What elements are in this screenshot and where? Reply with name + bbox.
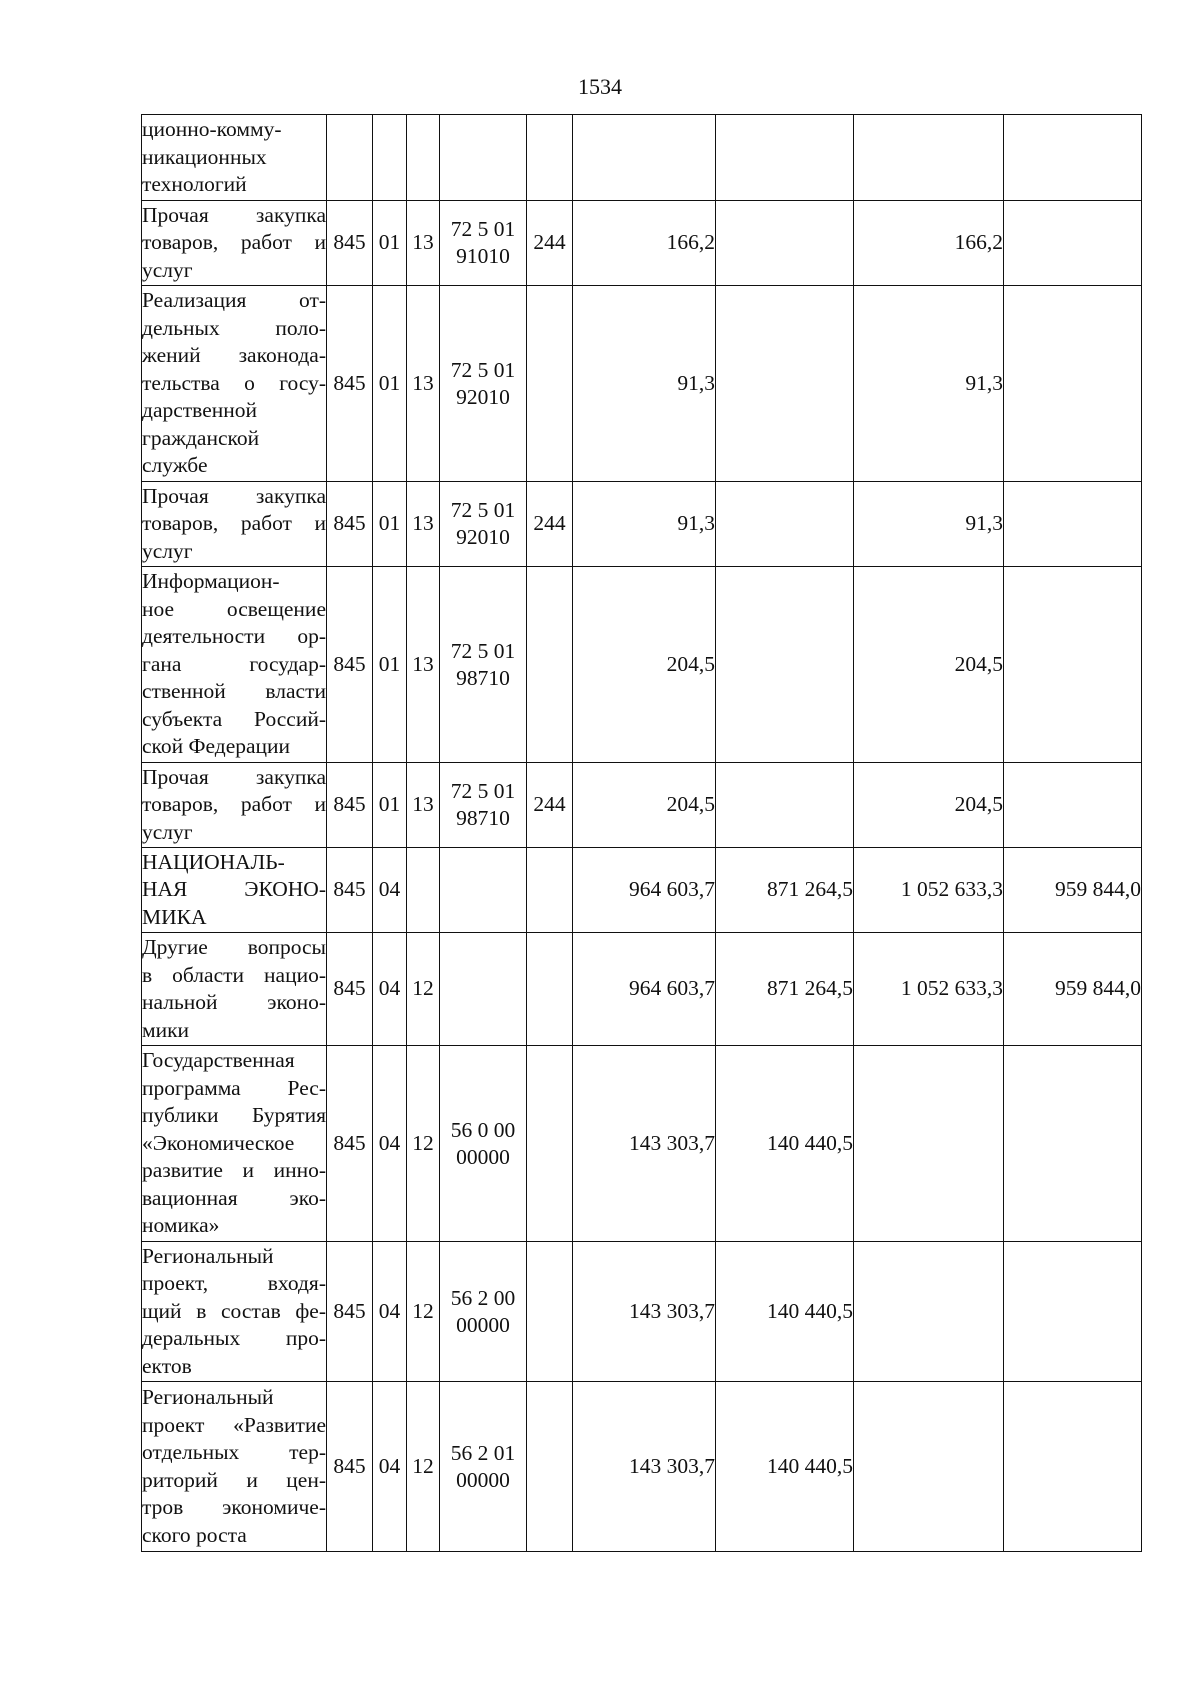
row-name bbox=[142, 933, 327, 1046]
row-name bbox=[142, 482, 327, 567]
page-number: 1534 bbox=[578, 74, 622, 99]
table-row bbox=[142, 482, 1142, 567]
row-name-line: нальной эконо- bbox=[142, 990, 326, 1014]
cell-csr bbox=[440, 1046, 527, 1242]
row-name-line: гражданской bbox=[142, 425, 260, 450]
cell-rz: 01 bbox=[373, 286, 407, 482]
cell-csr-line: 92010 bbox=[456, 525, 510, 549]
row-name bbox=[142, 201, 327, 286]
cell-amount-4 bbox=[1004, 201, 1142, 286]
cell-csr bbox=[440, 286, 527, 482]
cell-amount-1: 91,3 bbox=[573, 286, 716, 482]
cell-gr: 845 bbox=[327, 201, 373, 286]
cell-csr bbox=[440, 115, 527, 201]
row-name bbox=[142, 1382, 327, 1552]
table-row bbox=[142, 763, 1142, 848]
cell-amount-4: 959 844,0 bbox=[1004, 848, 1142, 933]
cell-amount-3: 91,3 bbox=[854, 482, 1004, 567]
cell-rz: 04 bbox=[373, 933, 407, 1046]
cell-csr-line: 00000 bbox=[456, 1312, 510, 1337]
cell-rz: 01 bbox=[373, 482, 407, 567]
cell-amount-1: 143 303,7 bbox=[573, 1242, 716, 1382]
cell-csr bbox=[440, 567, 527, 763]
cell-gr: 845 bbox=[327, 567, 373, 763]
row-name-line: МИКА bbox=[142, 904, 207, 929]
cell-csr-line: 00000 bbox=[456, 1467, 510, 1492]
row-name-line: Другие вопросы bbox=[142, 935, 326, 959]
row-name-line: развитие и инно- bbox=[142, 1158, 326, 1183]
row-name-line: субъекта Россий- bbox=[142, 706, 326, 731]
row-name-line: дельных поло- bbox=[142, 315, 326, 340]
row-name-line: Реализация от- bbox=[142, 288, 326, 313]
cell-vr: 244 bbox=[527, 201, 573, 286]
cell-amount-1: 91,3 bbox=[573, 482, 716, 567]
cell-amount-4 bbox=[1004, 1382, 1142, 1552]
cell-csr-line: 72 5 01 bbox=[450, 498, 516, 522]
row-name-line: отдельных тер- bbox=[142, 1440, 326, 1464]
cell-amount-1: 204,5 bbox=[573, 567, 716, 763]
cell-vr: 244 bbox=[527, 482, 573, 567]
cell-vr bbox=[527, 567, 573, 763]
cell-amount-3 bbox=[854, 1046, 1004, 1242]
cell-rz: 01 bbox=[373, 201, 407, 286]
row-name-line: дарственной bbox=[142, 398, 258, 423]
cell-pr: 13 bbox=[407, 201, 440, 286]
cell-csr-line: 72 5 01 bbox=[450, 638, 516, 663]
cell-amount-3: 91,3 bbox=[854, 286, 1004, 482]
cell-amount-4: 959 844,0 bbox=[1004, 933, 1142, 1046]
cell-csr bbox=[440, 1242, 527, 1382]
cell-csr-line: 56 2 00 bbox=[450, 1285, 516, 1310]
cell-amount-2 bbox=[716, 763, 854, 848]
cell-amount-1: 143 303,7 bbox=[573, 1382, 716, 1552]
cell-csr bbox=[440, 763, 527, 848]
cell-gr: 845 bbox=[327, 286, 373, 482]
row-name-line: ской Федерации bbox=[142, 734, 291, 759]
cell-amount-3: 204,5 bbox=[854, 763, 1004, 848]
row-name-line: деральных про- bbox=[142, 1326, 326, 1351]
cell-csr-line: 91010 bbox=[456, 244, 510, 268]
row-name-line: деятельности ор- bbox=[142, 624, 326, 649]
cell-amount-2: 871 264,5 bbox=[716, 933, 854, 1046]
cell-rz: 01 bbox=[373, 567, 407, 763]
row-name-line: ционно-комму- bbox=[142, 117, 282, 142]
row-name-line: Прочая закупка bbox=[142, 764, 326, 789]
cell-csr-line: 72 5 01 bbox=[450, 779, 516, 803]
row-name-line: риторий и цен- bbox=[142, 1467, 326, 1492]
row-name-line: Прочая закупка bbox=[142, 483, 326, 508]
row-name-line: НАЦИОНАЛЬ- bbox=[142, 849, 285, 874]
cell-csr-line: 98710 bbox=[456, 806, 510, 830]
cell-amount-4 bbox=[1004, 115, 1142, 201]
cell-pr: 12 bbox=[407, 1382, 440, 1552]
row-name-line: услуг bbox=[142, 819, 193, 844]
cell-amount-2: 140 440,5 bbox=[716, 1046, 854, 1242]
cell-csr bbox=[440, 848, 527, 933]
cell-rz: 04 bbox=[373, 848, 407, 933]
cell-amount-1: 964 603,7 bbox=[573, 848, 716, 933]
row-name-line: ное освещение bbox=[142, 596, 326, 621]
cell-amount-3 bbox=[854, 1382, 1004, 1552]
table-row bbox=[142, 567, 1142, 763]
row-name bbox=[142, 848, 327, 933]
row-name-line: ского роста bbox=[142, 1522, 247, 1547]
row-name bbox=[142, 567, 327, 763]
row-name-line: жений законода- bbox=[142, 343, 326, 368]
row-name-line: Прочая закупка bbox=[142, 202, 326, 227]
cell-amount-4 bbox=[1004, 763, 1142, 848]
cell-csr-line: 00000 bbox=[456, 1144, 510, 1169]
row-name bbox=[142, 763, 327, 848]
row-name bbox=[142, 286, 327, 482]
cell-csr bbox=[440, 1382, 527, 1552]
cell-amount-1 bbox=[573, 115, 716, 201]
cell-amount-2 bbox=[716, 482, 854, 567]
row-name-line: Региональный bbox=[142, 1243, 274, 1268]
row-name-line: гана государ- bbox=[142, 651, 326, 676]
row-name-line: ственной власти bbox=[142, 679, 326, 704]
cell-vr bbox=[527, 1382, 573, 1552]
cell-gr: 845 bbox=[327, 848, 373, 933]
cell-vr: 244 bbox=[527, 763, 573, 848]
row-name-line: тельства о госу- bbox=[142, 370, 326, 395]
row-name-line: программа Рес- bbox=[142, 1075, 326, 1100]
row-name-line: проект, входя- bbox=[142, 1271, 326, 1296]
cell-amount-3 bbox=[854, 115, 1004, 201]
table-row bbox=[142, 115, 1142, 201]
cell-amount-2: 140 440,5 bbox=[716, 1242, 854, 1382]
cell-csr-line: 72 5 01 bbox=[450, 217, 516, 241]
row-name-line: товаров, работ и bbox=[142, 230, 326, 255]
row-name bbox=[142, 1046, 327, 1242]
cell-amount-2: 140 440,5 bbox=[716, 1382, 854, 1552]
cell-csr-line: 56 2 01 bbox=[450, 1440, 516, 1465]
cell-gr: 845 bbox=[327, 933, 373, 1046]
cell-gr bbox=[327, 115, 373, 201]
cell-amount-1: 166,2 bbox=[573, 201, 716, 286]
row-name-line: услуг bbox=[142, 257, 193, 282]
cell-amount-2 bbox=[716, 286, 854, 482]
row-name-line: щий в состав фе- bbox=[142, 1298, 326, 1323]
row-name bbox=[142, 115, 327, 201]
cell-amount-4 bbox=[1004, 286, 1142, 482]
cell-gr: 845 bbox=[327, 1046, 373, 1242]
cell-amount-3: 1 052 633,3 bbox=[854, 848, 1004, 933]
cell-gr: 845 bbox=[327, 1242, 373, 1382]
cell-csr-line: 98710 bbox=[456, 665, 510, 690]
cell-amount-4 bbox=[1004, 567, 1142, 763]
row-name-line: услуг bbox=[142, 538, 193, 563]
cell-vr bbox=[527, 848, 573, 933]
cell-pr: 13 bbox=[407, 286, 440, 482]
row-name-line: товаров, работ и bbox=[142, 511, 326, 536]
table-row bbox=[142, 1382, 1142, 1552]
cell-amount-4 bbox=[1004, 482, 1142, 567]
table-row bbox=[142, 1242, 1142, 1382]
table-body bbox=[142, 115, 1142, 1552]
table-row bbox=[142, 933, 1142, 1046]
cell-csr-line: 56 0 00 bbox=[450, 1117, 516, 1142]
cell-vr bbox=[527, 1242, 573, 1382]
row-name-line: «Экономическое bbox=[142, 1130, 295, 1155]
budget-table bbox=[141, 114, 1142, 1552]
cell-gr: 845 bbox=[327, 1382, 373, 1552]
row-name-line: вационная эко- bbox=[142, 1185, 326, 1210]
cell-csr bbox=[440, 933, 527, 1046]
table-row bbox=[142, 1046, 1142, 1242]
row-name-line: ектов bbox=[142, 1353, 192, 1378]
cell-pr bbox=[407, 848, 440, 933]
cell-rz bbox=[373, 115, 407, 201]
cell-csr bbox=[440, 201, 527, 286]
cell-amount-1: 204,5 bbox=[573, 763, 716, 848]
cell-gr: 845 bbox=[327, 482, 373, 567]
cell-rz: 04 bbox=[373, 1046, 407, 1242]
row-name-line: товаров, работ и bbox=[142, 792, 326, 817]
row-name-line: Региональный bbox=[142, 1385, 274, 1409]
row-name-line: никационных bbox=[142, 144, 267, 169]
cell-csr bbox=[440, 482, 527, 567]
cell-amount-2 bbox=[716, 567, 854, 763]
cell-pr: 13 bbox=[407, 567, 440, 763]
cell-pr: 12 bbox=[407, 1046, 440, 1242]
cell-rz: 04 bbox=[373, 1382, 407, 1552]
row-name-line: номика» bbox=[142, 1213, 220, 1238]
cell-amount-2: 871 264,5 bbox=[716, 848, 854, 933]
cell-pr: 12 bbox=[407, 1242, 440, 1382]
table-row bbox=[142, 286, 1142, 482]
cell-gr: 845 bbox=[327, 763, 373, 848]
table-row bbox=[142, 201, 1142, 286]
row-name-line: публики Бурятия bbox=[142, 1103, 326, 1128]
cell-amount-1: 964 603,7 bbox=[573, 933, 716, 1046]
cell-vr bbox=[527, 1046, 573, 1242]
cell-amount-4 bbox=[1004, 1046, 1142, 1242]
row-name-line: службе bbox=[142, 453, 208, 478]
row-name-line: тров экономиче- bbox=[142, 1495, 326, 1519]
row-name bbox=[142, 1242, 327, 1382]
cell-csr-line: 92010 bbox=[456, 384, 510, 409]
cell-amount-1: 143 303,7 bbox=[573, 1046, 716, 1242]
row-name-line: НАЯ ЭКОНО- bbox=[142, 877, 326, 902]
cell-csr-line: 72 5 01 bbox=[450, 357, 516, 382]
table-row bbox=[142, 848, 1142, 933]
cell-vr bbox=[527, 933, 573, 1046]
row-name-line: проект «Развитие bbox=[142, 1412, 326, 1437]
cell-amount-3: 166,2 bbox=[854, 201, 1004, 286]
cell-amount-3 bbox=[854, 1242, 1004, 1382]
cell-vr bbox=[527, 286, 573, 482]
cell-amount-2 bbox=[716, 201, 854, 286]
cell-pr bbox=[407, 115, 440, 201]
cell-rz: 01 bbox=[373, 763, 407, 848]
row-name-line: технологий bbox=[142, 172, 247, 197]
cell-amount-3: 1 052 633,3 bbox=[854, 933, 1004, 1046]
row-name-line: в области нацио- bbox=[142, 962, 326, 987]
cell-vr bbox=[527, 115, 573, 201]
cell-amount-2 bbox=[716, 115, 854, 201]
cell-pr: 13 bbox=[407, 763, 440, 848]
row-name-line: Информацион- bbox=[142, 569, 280, 594]
cell-pr: 12 bbox=[407, 933, 440, 1046]
cell-pr: 13 bbox=[407, 482, 440, 567]
row-name-line: мики bbox=[142, 1017, 190, 1042]
cell-amount-4 bbox=[1004, 1242, 1142, 1382]
row-name-line: Государственная bbox=[142, 1048, 295, 1073]
cell-amount-3: 204,5 bbox=[854, 567, 1004, 763]
cell-rz: 04 bbox=[373, 1242, 407, 1382]
